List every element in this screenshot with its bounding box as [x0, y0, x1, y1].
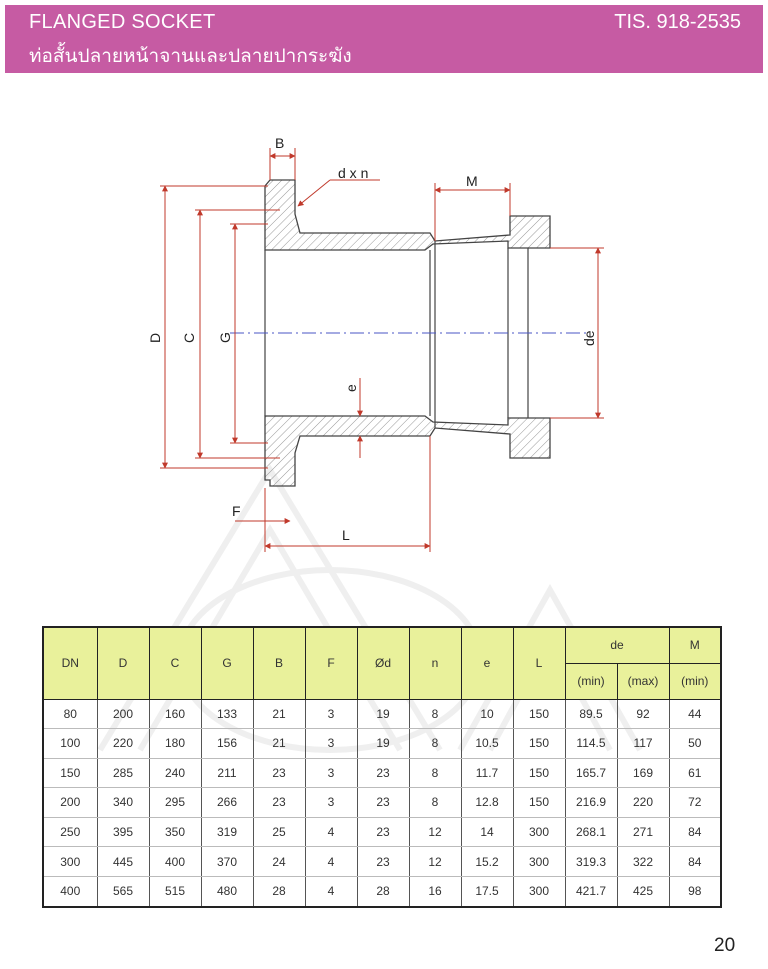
- table-cell: 565: [97, 876, 149, 907]
- col-header: n: [409, 627, 461, 699]
- table-cell: 12.8: [461, 788, 513, 818]
- table-cell: 4: [305, 876, 357, 907]
- table-cell: 200: [97, 699, 149, 729]
- label-de: de: [581, 330, 597, 346]
- table-cell: 44: [669, 699, 721, 729]
- table-cell: 4: [305, 817, 357, 847]
- label-g: G: [217, 332, 233, 343]
- table-cell: 220: [97, 729, 149, 759]
- label-l: L: [342, 527, 350, 543]
- table-cell: 300: [513, 817, 565, 847]
- table-cell: 14: [461, 817, 513, 847]
- table-cell: 211: [201, 758, 253, 788]
- table-cell: 150: [513, 788, 565, 818]
- table-cell: 28: [357, 876, 409, 907]
- table-cell: 24: [253, 847, 305, 877]
- table-cell: 98: [669, 876, 721, 907]
- table-cell: 15.2: [461, 847, 513, 877]
- table-cell: 114.5: [565, 729, 617, 759]
- table-cell: 50: [669, 729, 721, 759]
- product-subtitle-thai: ท่อสั้นปลายหน้าจานและปลายปากระฆัง: [29, 46, 352, 67]
- table-cell: 19: [357, 729, 409, 759]
- col-header: Ød: [357, 627, 409, 699]
- col-header: C: [149, 627, 201, 699]
- label-dxn: d x n: [338, 165, 369, 181]
- table-cell: 117: [617, 729, 669, 759]
- table-cell: 84: [669, 847, 721, 877]
- table-cell: 150: [513, 729, 565, 759]
- table-row: [43, 876, 721, 907]
- table-cell: 395: [97, 817, 149, 847]
- table-row: [43, 699, 721, 729]
- col-header-m: M: [669, 627, 721, 663]
- table-cell: 3: [305, 788, 357, 818]
- table-cell: 271: [617, 817, 669, 847]
- label-d: D: [147, 332, 163, 343]
- table-row: [43, 788, 721, 818]
- table-cell: 12: [409, 847, 461, 877]
- table-cell: 421.7: [565, 876, 617, 907]
- table-cell: 8: [409, 788, 461, 818]
- label-m: M: [466, 173, 478, 189]
- table-cell: 295: [149, 788, 201, 818]
- table-cell: 180: [149, 729, 201, 759]
- table-cell: 319: [201, 817, 253, 847]
- table-cell: 89.5: [565, 699, 617, 729]
- table-cell: 21: [253, 729, 305, 759]
- table-cell: 156: [201, 729, 253, 759]
- table-cell: 200: [43, 788, 97, 818]
- table-cell: 8: [409, 699, 461, 729]
- col-header: F: [305, 627, 357, 699]
- page-number: 20: [714, 935, 736, 956]
- table-cell: 28: [253, 876, 305, 907]
- table-cell: 23: [357, 788, 409, 818]
- standard-code: TIS. 918-2535: [614, 11, 741, 33]
- table-cell: 10.5: [461, 729, 513, 759]
- col-subheader-m-min: (min): [669, 663, 721, 699]
- table-cell: 340: [97, 788, 149, 818]
- table-cell: 370: [201, 847, 253, 877]
- table-cell: 3: [305, 729, 357, 759]
- table-cell: 133: [201, 699, 253, 729]
- table-cell: 300: [513, 847, 565, 877]
- label-c: C: [181, 332, 197, 343]
- flanged-socket-drawing: [130, 128, 630, 558]
- table-cell: 268.1: [565, 817, 617, 847]
- table-row: [43, 758, 721, 788]
- table-cell: 240: [149, 758, 201, 788]
- label-e: e: [343, 384, 359, 392]
- table-cell: 23: [253, 758, 305, 788]
- table-cell: 169: [617, 758, 669, 788]
- table-cell: 319.3: [565, 847, 617, 877]
- col-header-de: de: [565, 627, 669, 663]
- table-cell: 80: [43, 699, 97, 729]
- table-cell: 300: [513, 876, 565, 907]
- table-cell: 12: [409, 817, 461, 847]
- table-cell: 25: [253, 817, 305, 847]
- table-cell: 23: [253, 788, 305, 818]
- table-cell: 3: [305, 758, 357, 788]
- table-cell: 216.9: [565, 788, 617, 818]
- pipe-lower-section: [265, 416, 550, 486]
- col-header: G: [201, 627, 253, 699]
- table-cell: 72: [669, 788, 721, 818]
- table-cell: 21: [253, 699, 305, 729]
- table-cell: 425: [617, 876, 669, 907]
- table-cell: 400: [43, 876, 97, 907]
- col-header: e: [461, 627, 513, 699]
- table-cell: 400: [149, 847, 201, 877]
- table-cell: 480: [201, 876, 253, 907]
- product-title: FLANGED SOCKET: [29, 11, 216, 33]
- col-subheader-de-min: (min): [565, 663, 617, 699]
- table-cell: 300: [43, 847, 97, 877]
- col-header: DN: [43, 627, 97, 699]
- table-cell: 19: [357, 699, 409, 729]
- table-cell: 515: [149, 876, 201, 907]
- table-cell: 150: [513, 758, 565, 788]
- table-cell: 23: [357, 817, 409, 847]
- table-cell: 285: [97, 758, 149, 788]
- col-header: L: [513, 627, 565, 699]
- table-cell: 16: [409, 876, 461, 907]
- table-cell: 160: [149, 699, 201, 729]
- label-f: F: [232, 503, 241, 519]
- table-cell: 220: [617, 788, 669, 818]
- table-cell: 10: [461, 699, 513, 729]
- header-banner: [5, 5, 763, 73]
- table-cell: 165.7: [565, 758, 617, 788]
- table-cell: 150: [513, 699, 565, 729]
- table-row: [43, 847, 721, 877]
- spec-table: [42, 626, 722, 908]
- table-cell: 250: [43, 817, 97, 847]
- table-cell: 8: [409, 758, 461, 788]
- table-cell: 23: [357, 758, 409, 788]
- col-header: D: [97, 627, 149, 699]
- table-cell: 445: [97, 847, 149, 877]
- table-cell: 150: [43, 758, 97, 788]
- table-cell: 350: [149, 817, 201, 847]
- table-cell: 4: [305, 847, 357, 877]
- table-cell: 266: [201, 788, 253, 818]
- table-cell: 322: [617, 847, 669, 877]
- label-b: B: [275, 135, 285, 151]
- table-cell: 84: [669, 817, 721, 847]
- col-subheader-de-max: (max): [617, 663, 669, 699]
- table-cell: 100: [43, 729, 97, 759]
- table-cell: 92: [617, 699, 669, 729]
- table-row: [43, 817, 721, 847]
- table-row: [43, 729, 721, 759]
- table-cell: 17.5: [461, 876, 513, 907]
- table-cell: 8: [409, 729, 461, 759]
- table-cell: 3: [305, 699, 357, 729]
- table-cell: 23: [357, 847, 409, 877]
- table-cell: 11.7: [461, 758, 513, 788]
- col-header: B: [253, 627, 305, 699]
- table-cell: 61: [669, 758, 721, 788]
